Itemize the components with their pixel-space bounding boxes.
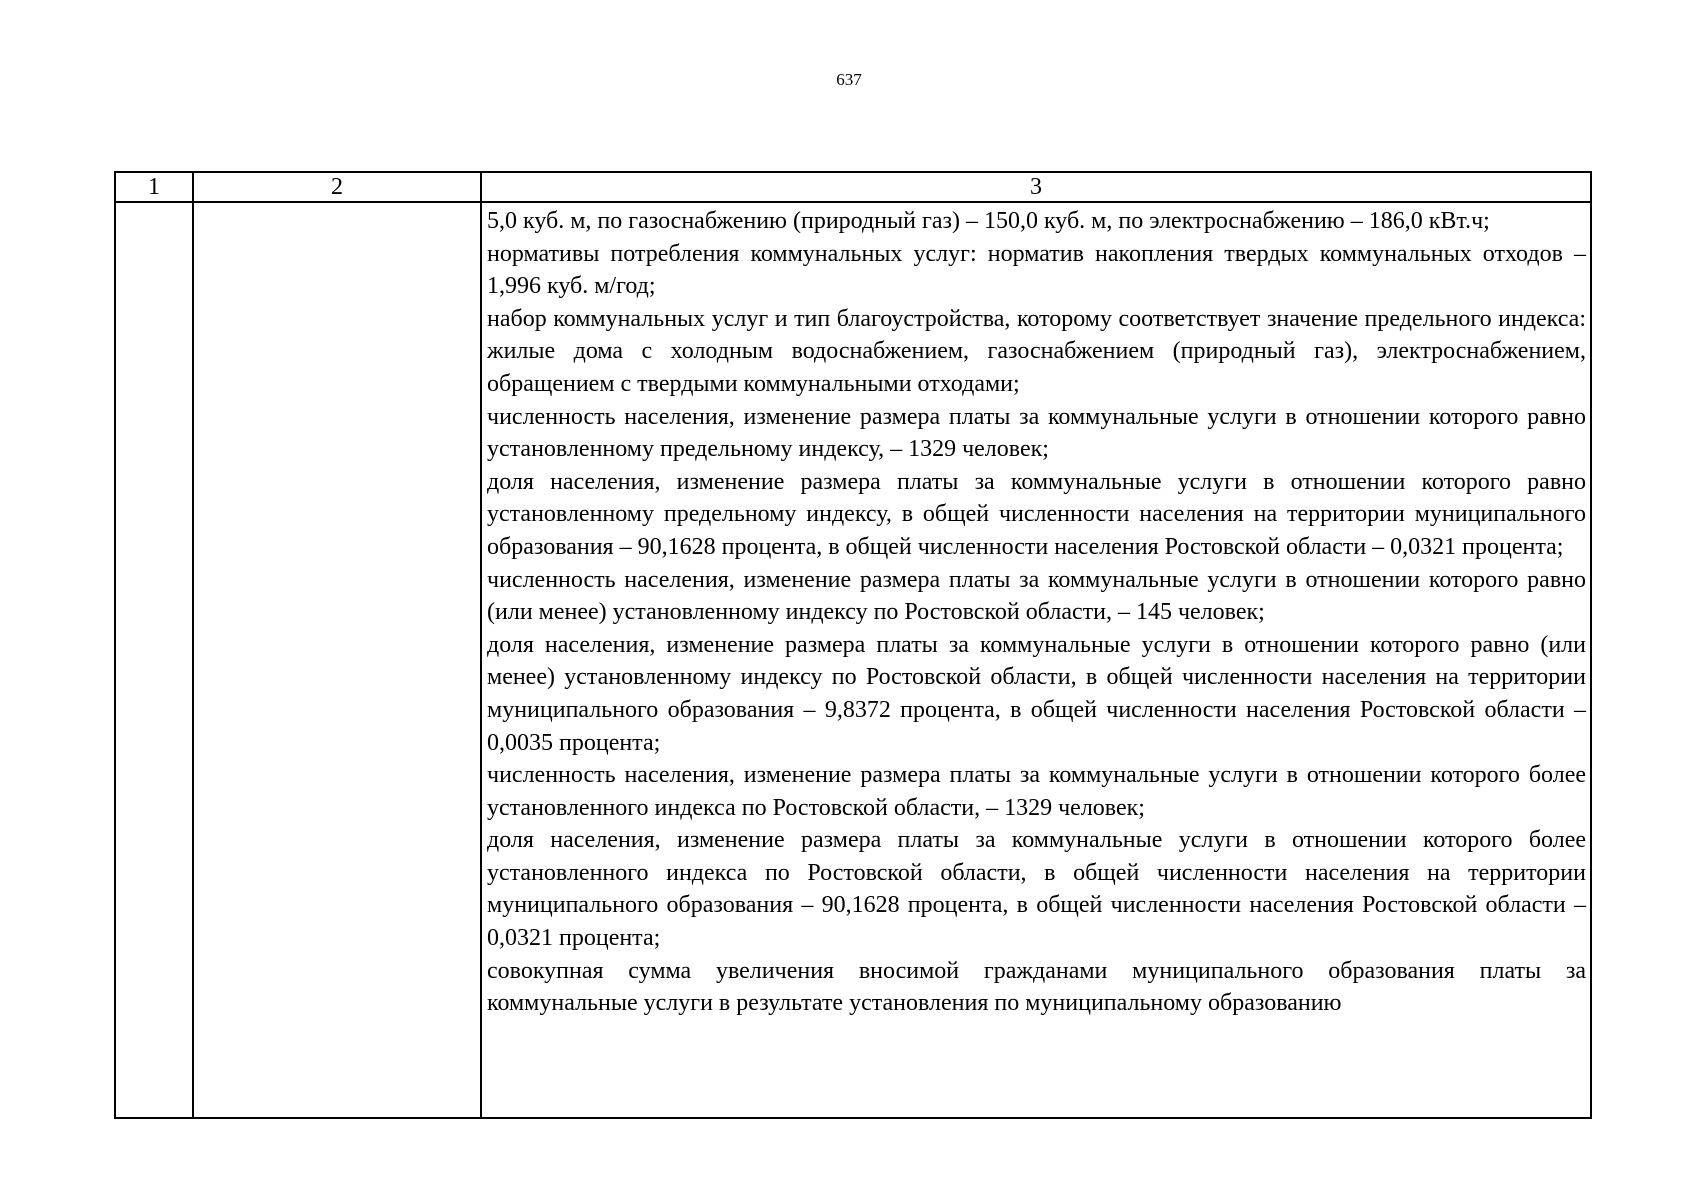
paragraph-share-equal-limit: доля населения, изменение размера платы за коммунальные услуги в отношении которого равно установленному предельному индексу, в общей численности населения на территории муниципального образования – 90,1628 процента, в общей численности населения Ростовской области – 0,0321 процента; (487, 468, 1586, 560)
table-header-row (115, 172, 1591, 202)
column-1-cell (115, 202, 193, 1118)
page-number: 637 (836, 70, 862, 89)
paragraph-population-equal-or-less-regional: численность населения, изменение размера платы за коммунальные услуги в отношении которого равно (или менее) установленному индексу по Ростовской области, – 145 человек; (487, 566, 1586, 626)
paragraph-total-increase: совокупная сумма увеличения вносимой гражданами муниципального образования платы за коммунальные услуги в результате установления по муниципальному образованию (487, 957, 1586, 1017)
column-3-header: 3 (481, 172, 1591, 202)
column-2-header: 2 (193, 172, 481, 202)
column-2-cell (193, 202, 481, 1118)
paragraph-share-equal-or-less-regional: доля населения, изменение размера платы за коммунальные услуги в отношении которого равно (или менее) установленному индексу по Ростовской области, в общей численности населения на территории муниципального образования – 9,8372 процента, в общей численности населения Ростовской области – 0,0035 процента; (487, 631, 1586, 756)
table-row (115, 202, 1591, 1118)
paragraph-share-above-regional: доля населения, изменение размера платы за коммунальные услуги в отношении которого более установленного индекса по Ростовской области, в общей численности населения на территории муниципального образования – 90,1628 процента, в общей численности населения Ростовской области – 0,0321 процента; (487, 827, 1586, 952)
paragraph-utility-volumes: 5,0 куб. м, по газоснабжению (природный газ) – 150,0 куб. м, по электроснабжению – 186,0 кВт.ч; (487, 208, 1490, 234)
paragraph-population-above-regional: численность населения, изменение размера платы за коммунальные услуги в отношении которого более установленного индекса по Ростовской области, – 1329 человек; (487, 762, 1586, 821)
paragraph-services-set: набор коммунальных услуг и тип благоустройства, которому соответствует значение предельного индекса: жилые дома с холодным водоснабжением, газоснабжением (природный газ), электроснабжением, обращением с твердыми коммунальными отходами; (487, 305, 1586, 397)
cell-content (482, 203, 1590, 1020)
paragraph-consumption-norms: нормативы потребления коммунальных услуг: норматив накопления твердых коммунальных отходов – 1,996 куб. м/год; (487, 240, 1586, 300)
document-table (114, 171, 1592, 1119)
column-1-header: 1 (115, 172, 193, 202)
paragraph-population-equal-limit: численность населения, изменение размера платы за коммунальные услуги в отношении которого равно установленному предельному индексу, – 1329 человек; (487, 403, 1586, 463)
column-3-cell (481, 202, 1591, 1118)
